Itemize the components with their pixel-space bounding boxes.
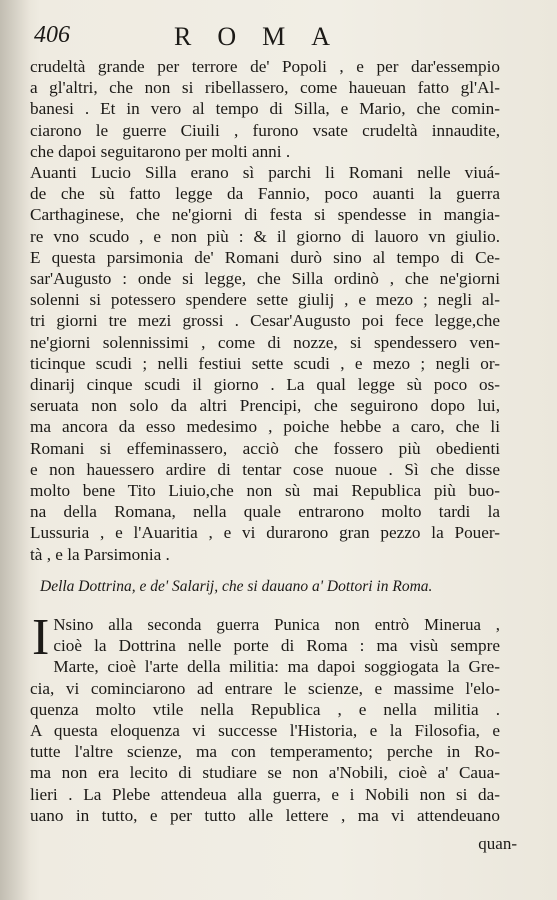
text-line: re vno scudo , e non più : & il giorno di lauoro vn giulio. (30, 226, 500, 246)
text-line: solenni si potessero spendere sette giulij , e mezo ; negli al- (30, 290, 500, 310)
main-text-block (30, 56, 500, 565)
text-line: E questa parsimonia de' Romani durò sino al tempo di Ce- (30, 247, 500, 267)
text-line: de che sù fatto legge da Fannio, poco auanti la guerra (30, 184, 500, 204)
text-line: cioè la Dottrina nelle porte di Roma : ma visù sempre (53, 636, 500, 656)
text-line: dinarij cinque scudi il giorno . La qual legge sù poco os- (30, 375, 500, 395)
text-line: A questa eloquenza vi successe l'Historia, e la Filosofia, e (30, 721, 500, 741)
text-line: Nsino alla seconda guerra Punica non entrò Minerua , (53, 615, 500, 634)
text-line: a gl'altri, che non si ribellassero, come haueuan fatto gl'Al- (30, 78, 500, 98)
gutter-shadow (0, 0, 30, 900)
text-line: ticinque scudi ; nelli festiui sette scudi , e mezo ; negli or- (30, 353, 500, 373)
text-line: ne'giorni solennissimi , come di nozze, si spendessero ven- (30, 332, 500, 352)
page-header (34, 22, 517, 52)
text-line: quenza molto vtile nella Republica , e nella militia . (30, 699, 500, 719)
text-line: tà , e la Parsimonia . (30, 544, 170, 564)
bleed-through-text (315, 530, 495, 580)
text-line: Romani si effeminassero, acciò che fossero più obedienti (30, 438, 500, 458)
text-line: tutte l'altre scienze, ma con temperamento; perche in Ro- (30, 742, 500, 762)
text-line: e non hauessero ardire di tentar cose nuoue . Sì che disse (30, 459, 500, 479)
text-line: lieri . La Plebe attendeua alla guerra, e i Nobili non si da- (30, 784, 500, 804)
text-line: ma non era lecito di studiare se non a'Nobili, cioè a' Caua- (30, 763, 500, 783)
text-line: Carthaginese, che ne'giorni di festa si spendesse in mangia- (30, 205, 500, 225)
text-line: uano in tutto, e per tutto alle lettere , ma vi attendeuano (30, 805, 500, 825)
text-line: molto bene Tito Liuio,che non sù mai Republica più buo- (30, 481, 500, 501)
catchword: quan- (478, 834, 517, 853)
text-line: ciarono le guerre Ciuili , furono vsate crudeltà innaudite, (30, 120, 500, 140)
text-line: tri giorni tre mezi grossi . Cesar'Augusto poi fece legge,che (30, 311, 500, 331)
text-line: crudeltà grande per terrore de' Popoli , e per dar'essempio (30, 57, 500, 76)
text-line: na della Romana, nella quale entrarono molto tardi la (30, 502, 500, 522)
text-line: banesi . Et in vero al tempo di Silla, e Mario, che comin- (30, 99, 500, 119)
text-line: sar'Augusto : onde si legge, che Silla ordinò , che ne'giorni (30, 269, 500, 289)
text-line: che dapoi seguitarono per molti anni . (30, 141, 291, 161)
text-line: Lussuria , e l'Auaritia , e vi durarono gran pezzo la Pouer- (30, 523, 500, 543)
text-line: seruata non solo da altri Prencipi, che seguirono dopo lui, (30, 396, 500, 416)
text-line: Marte, cioè l'arte della militia: ma dapoi soggiogata la Gre- (53, 657, 500, 677)
text-line: ma ancora da esso medesimo , poiche hebbe a caro, che li (30, 417, 500, 437)
text-line: Auanti Lucio Silla erano sì parchi li Romani nelle viuá- (30, 163, 500, 183)
drop-cap: I (32, 609, 50, 666)
section-heading: Della Dottrina, e de' Salarij, che si dauano a' Dottori in Roma. (40, 578, 433, 595)
page-number: 406 (34, 22, 70, 48)
running-head: ROMA (174, 22, 357, 51)
second-text-block (30, 609, 500, 826)
text-line: cia, vi cominciarono ad entrare le scienze, e massime l'elo- (30, 678, 500, 698)
